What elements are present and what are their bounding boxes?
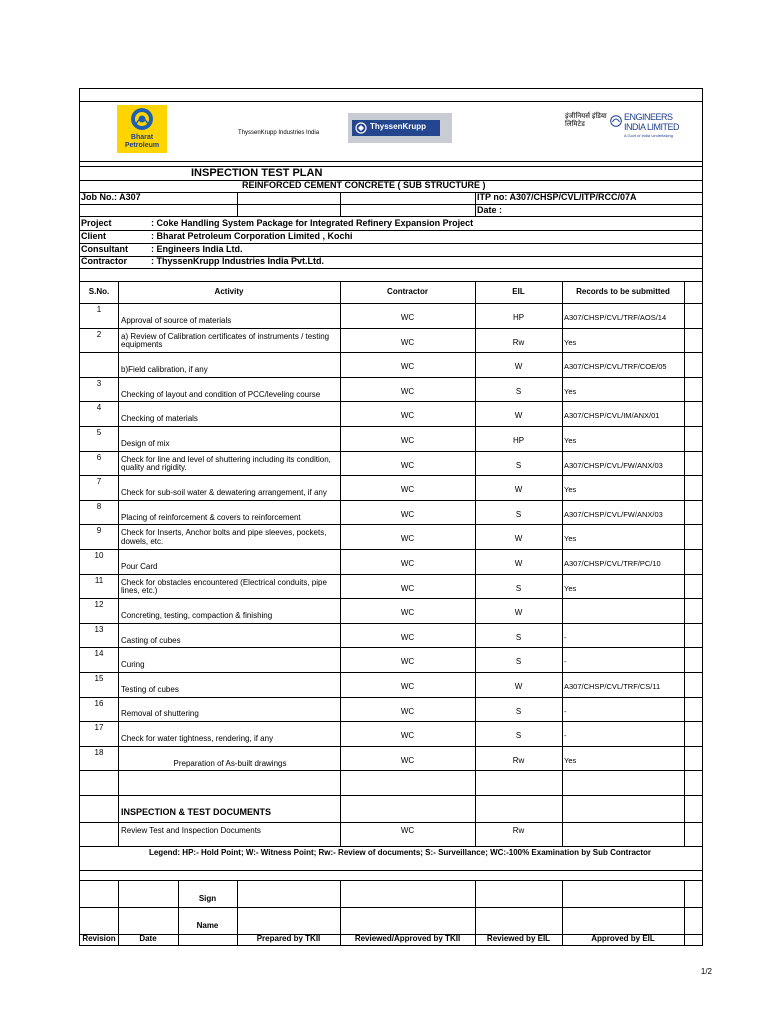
row-activity [121,331,339,351]
row-eil: HP [512,313,525,322]
row-activity-text: Check for line and level of shuttering including its condition, quality and rigidity. [121,454,331,473]
row-activity-text: Curing [121,660,145,670]
tk-emblem-icon [355,122,367,134]
row-activity [121,478,339,498]
row-sno: 5 [96,428,102,437]
thyssenkrupp-logo [230,111,452,145]
row-activity [121,700,339,720]
row-records: - [564,731,567,741]
row-eil: S [515,657,522,667]
row-activity-text: Check for sub-soil water & dewatering arrangement, if any [121,487,327,497]
row-sno: 16 [94,698,104,708]
row-activity-text: Check for Inserts, Anchor bolts and pipe sleeves, pockets, dowels, etc. [121,528,327,547]
row-records: Yes [564,755,577,765]
row-records: - [564,632,567,642]
row-contractor: WC [400,608,415,618]
row-contractor: WC [400,313,415,322]
legend: Legend: HP:- Hold Point; W:- Witness Point; Rw:- Review of documents; S:- Surveillance; WC:-100% Examination by Sub Contractor [148,848,652,857]
row-eil: W [514,485,523,495]
col-header-eil: EIL [512,287,525,296]
reviewed-eil-label: Reviewed by EIL [486,934,551,943]
row-contractor: WC [400,509,415,519]
row-contractor: WC [400,411,415,421]
row-eil: S [515,632,522,642]
eil-logo-tagline: A Govt of India Undertaking [624,133,673,138]
row-activity [121,429,339,449]
page-subtitle: REINFORCED CEMENT CONCRETE ( SUB STRUCTURE ) [242,180,486,190]
row-sno: 2 [96,329,102,339]
row-activity-text: Pour Card [121,561,158,571]
row-records: A307/CHSP/CVL/TRF/PC/10 [564,559,661,568]
col-header-activity: Activity [214,287,244,296]
row-eil: W [514,559,523,568]
row-contractor: WC [400,436,415,445]
eil-logo-hindi: इंजीनियर्स इंडिया लिमिटेड [565,113,607,128]
row-eil: W [514,682,523,691]
row-activity-text: Design of mix [121,438,170,448]
row-sno: 12 [94,600,104,610]
tk-badge-text: ThyssenKrupp [370,122,427,131]
eil-emblem-icon [610,115,622,127]
row-records: A307/CHSP/CVL/TRF/COE/05 [564,362,667,372]
row-records: Yes [564,337,577,347]
sign-label: Sign [198,894,217,903]
row-eil: S [515,583,522,593]
row-eil: S [515,731,522,741]
row-eil: W [514,534,523,544]
eil-logo-line1: ENGINEERS [624,112,673,122]
row-records: A307/CHSP/CVL/TRF/AOS/14 [564,313,667,322]
tk-logo-text: ThyssenKrupp Industries India [238,130,320,136]
row-contractor: WC [400,362,415,372]
row-sno: 14 [94,649,104,659]
row-eil: S [515,509,522,519]
row-activity [121,454,339,474]
bpcl-logo-line1: Bharat [130,134,154,141]
revision-label: Revision [82,934,116,943]
row-activity [121,380,339,400]
row-records: Yes [564,436,577,445]
project-value: : Coke Handling System Package for Integrated Refinery Expansion Project [151,218,474,228]
bpcl-logo [117,105,167,153]
row-activity-text: Approval of source of materials [121,315,232,325]
row-sno: 1 [96,305,102,314]
eil-logo-line2: INDIA LIMITED [624,122,680,132]
row-contractor: WC [400,706,415,716]
row-activity [121,527,339,547]
row-sno: 11 [94,575,104,585]
row-activity [121,675,339,695]
contractor-value: : ThyssenKrupp Industries India Pvt.Ltd. [151,256,325,266]
row-eil: HP [512,436,525,445]
documents-heading: INSPECTION & TEST DOCUMENTS [121,807,272,817]
row-contractor: WC [400,559,415,568]
row-activity [121,749,339,769]
row-eil: S [515,386,522,396]
row-activity [121,650,339,670]
row-sno: 7 [96,477,102,487]
row-contractor: WC [400,755,415,765]
date-field: Date : [477,205,503,215]
row-activity-text: Check for water tightness, rendering, if any [121,733,274,743]
row-sno: 8 [96,501,102,511]
row-activity-text: Checking of layout and condition of PCC/leveling course [121,389,321,399]
row-activity-text: b)Field calibration, if any [121,364,208,374]
documents-contractor: WC [400,826,415,835]
row-contractor: WC [400,583,415,593]
tk-badge [348,113,452,143]
row-activity [121,404,339,424]
documents-activity: Review Test and Inspection Documents [121,826,261,835]
row-activity [121,601,339,621]
row-records: A307/CHSP/CVL/FW/ANX/03 [564,509,663,519]
row-records: Yes [564,583,577,593]
row-sno: 9 [96,526,102,536]
row-activity-text: Checking of materials [121,414,198,424]
row-eil: W [514,608,523,618]
row-activity [121,503,339,523]
row-eil: Rw [512,755,525,765]
row-records: A307/CHSP/CVL/IM/ANX/01 [564,411,660,421]
job-number: Job No.: A307 [81,192,141,202]
row-activity-text: Casting of cubes [121,635,181,645]
row-contractor: WC [400,337,415,347]
row-sno: 18 [94,747,104,757]
row-records: Yes [564,534,577,544]
documents-eil: Rw [512,826,525,835]
tk-badge-panel [352,120,440,136]
row-contractor: WC [400,632,415,642]
row-eil: S [515,460,522,470]
row-records: A307/CHSP/CVL/FW/ANX/03 [564,460,663,470]
row-contractor: WC [400,682,415,691]
row-sno: 4 [96,403,102,413]
row-activity [121,626,339,646]
client-value: : Bharat Petroleum Corporation Limited , Kochi [151,231,353,241]
row-contractor: WC [400,485,415,495]
row-activity-text: a) Review of Calibration certificates of instruments / testing equipments [121,331,330,350]
row-sno: 17 [94,723,104,733]
row-activity [121,552,339,572]
itp-number: ITP no: A307/CHSP/CVL/ITP/RCC/07A [477,192,637,202]
row-activity [121,355,339,375]
consultant-value: : Engineers India Ltd. [151,244,243,254]
itp-sheet [79,88,703,946]
row-activity [121,306,339,326]
page-title: INSPECTION TEST PLAN [191,167,323,179]
row-contractor: WC [400,731,415,741]
row-activity-text: Removal of shuttering [121,709,199,719]
row-records: - [564,657,567,667]
row-sno: 6 [96,452,102,462]
row-records: A307/CHSP/CVL/TRF/CS/11 [564,682,661,691]
row-activity-text: Testing of cubes [121,684,179,694]
row-contractor: WC [400,460,415,470]
row-activity-text: Preparation of As-built drawings [173,758,287,768]
col-header-sno: S.No. [88,287,110,296]
page-number: 1/2 [700,967,712,976]
col-header-contractor: Contractor [387,287,428,296]
bpcl-logo-line2: Petroleum [124,142,160,149]
name-label: Name [196,921,219,930]
row-activity [121,724,339,744]
row-sno: 3 [96,378,102,388]
reviewed-approved-tkii-label: Reviewed/Approved by TKII [354,934,461,943]
consultant-label: Consultant [81,244,128,254]
row-records: - [564,706,567,716]
row-contractor: WC [400,386,415,396]
prepared-by-label: Prepared by TKII [256,934,321,943]
row-activity-text: Placing of reinforcement & covers to reinforcement [121,512,301,522]
row-records: Yes [564,386,577,396]
row-eil: Rw [512,337,525,347]
row-activity-text: Check for obstacles encountered (Electrical conduits, pipe lines, etc.) [121,577,327,596]
row-eil: S [515,706,522,716]
eil-logo [565,107,680,145]
row-activity-text: Concreting, testing, compaction & finishing [121,610,273,620]
row-eil: W [514,411,523,421]
row-contractor: WC [400,657,415,667]
client-label: Client [81,231,107,241]
project-label: Project [81,218,112,228]
row-records: Yes [564,485,577,495]
row-sno: 10 [94,551,104,560]
row-contractor: WC [400,534,415,544]
row-activity [121,577,339,597]
approved-eil-label: Approved by EIL [591,934,655,943]
date-label: Date [139,934,157,943]
col-header-records: Records to be submitted [576,287,670,296]
contractor-label: Contractor [81,256,128,266]
row-sno: 13 [94,624,104,634]
row-sno: 15 [94,674,104,683]
row-eil: W [514,362,523,372]
